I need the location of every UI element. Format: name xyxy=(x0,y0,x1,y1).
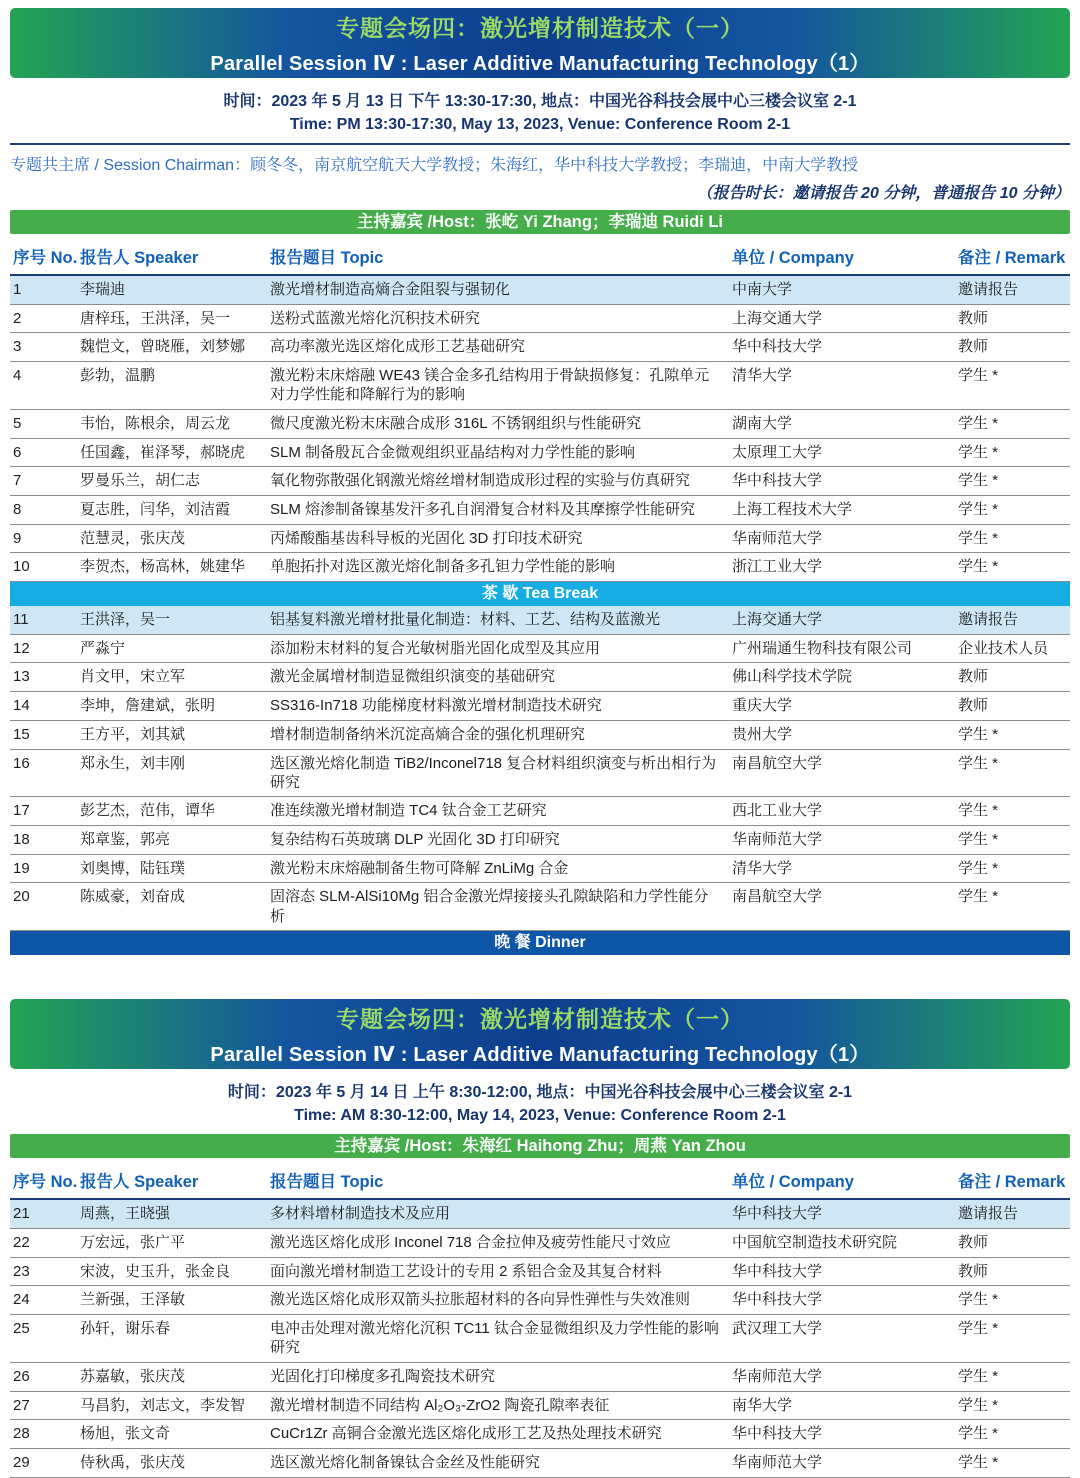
cell-speakers: 李瑞迪 xyxy=(80,281,126,298)
cell-no: 8 xyxy=(13,501,22,518)
cell-speakers: 任国鑫，崔泽琴，郝晓虎 xyxy=(80,443,246,461)
cell-remark: 学生 * xyxy=(958,558,999,576)
cell-topic: 微尺度激光粉末床融合成形 316L 不锈钢组织与性能研究 xyxy=(270,414,642,432)
cell-speakers: 肖文甲，宋立军 xyxy=(80,668,186,686)
table-header-row xyxy=(10,239,1070,276)
session-time-venue-zh: 时间：2023 年 5 月 13 日 下午 13:30-17:30, 地点：中国光谷科技会展中心三楼会议室 2-1 xyxy=(223,93,857,110)
column-header-no: 序号 No. xyxy=(13,249,78,267)
cell-company: 中国航空制造技术研究院 xyxy=(732,1234,898,1251)
cell-speakers: 刘奥博，陆钰璞 xyxy=(80,859,186,877)
cell-company: 浙江工业大学 xyxy=(732,558,823,576)
table-row xyxy=(10,883,1070,931)
cell-remark: 邀请报告 xyxy=(958,1205,1019,1223)
cell-topic: SLM 制备殷瓦合金微观组织亚晶结构对力学性能的影响 xyxy=(270,443,636,461)
cell-remark: 学生 * xyxy=(958,888,999,906)
cell-no: 5 xyxy=(13,414,22,432)
host-bar: 主持嘉宾 /Host：张屹 Yi Zhang；李瑞迪 Ruidi Li xyxy=(10,210,1070,234)
session-banner xyxy=(10,8,1070,78)
cell-remark: 学生 * xyxy=(958,1454,999,1471)
table-row xyxy=(10,1392,1070,1421)
cell-remark: 学生 * xyxy=(958,501,999,518)
table-row xyxy=(10,496,1070,525)
cell-company: 华中科技大学 xyxy=(732,1291,823,1309)
table-row xyxy=(10,721,1070,750)
table-row xyxy=(10,663,1070,692)
table-row xyxy=(10,553,1070,582)
cell-topic: 单胞拓扑对选区激光熔化制备多孔钽力学性能的影响 xyxy=(270,558,616,576)
cell-company: 南昌航空大学 xyxy=(732,888,823,906)
column-header-speakers: 报告人 Speaker xyxy=(80,1173,199,1192)
cell-remark: 学生 * xyxy=(958,1367,999,1385)
column-header-remark: 备注 / Remark xyxy=(958,1173,1066,1192)
cell-speakers: 严淼宁 xyxy=(80,639,126,657)
cell-remark: 教师 xyxy=(958,1262,989,1280)
table-row xyxy=(10,410,1070,439)
cell-company: 华南师范大学 xyxy=(732,1454,823,1471)
cell-company: 华中科技大学 xyxy=(732,1205,823,1223)
cell-speakers: 王方平，刘其斌 xyxy=(80,725,186,743)
cell-topic: 添加粉末材料的复合光敏树脂光固化成型及其应用 xyxy=(270,639,601,657)
cell-company: 华中科技大学 xyxy=(732,472,823,490)
cell-no: 13 xyxy=(13,668,30,686)
cell-company: 华中科技大学 xyxy=(732,1425,823,1443)
cell-topic: SLM 熔渗制备镍基发汗多孔自润滑复合材料及其摩擦学性能研究 xyxy=(270,501,696,518)
session-title-en: Parallel Session Ⅳ : Laser Additive Manufacturing Technology（1） xyxy=(210,1044,870,1067)
cell-company: 中南大学 xyxy=(732,281,793,298)
cell-no: 15 xyxy=(13,725,30,743)
cell-speakers: 李贺杰，杨高林，姚建华 xyxy=(80,558,246,576)
cell-no: 19 xyxy=(13,859,30,877)
cell-no: 6 xyxy=(13,443,22,461)
cell-topic: 多材料增材制造技术及应用 xyxy=(270,1205,451,1223)
table-row xyxy=(10,362,1070,410)
column-header-speakers: 报告人 Speaker xyxy=(80,249,199,267)
cell-company: 太原理工大学 xyxy=(732,443,823,461)
cell-company: 南昌航空大学 xyxy=(732,754,823,772)
table-row xyxy=(10,1286,1070,1315)
cell-company: 贵州大学 xyxy=(732,725,793,743)
cell-topic: 准连续激光增材制造 TC4 钛合金工艺研究 xyxy=(270,802,547,820)
cell-topic: 丙烯酸酯基齿科导板的光固化 3D 打印技术研究 xyxy=(270,529,583,547)
cell-speakers: 郑永生，刘丰刚 xyxy=(80,754,186,772)
cell-speakers: 兰新强，王泽敏 xyxy=(80,1291,186,1309)
session-block-day2 xyxy=(10,999,1070,1477)
cell-remark: 学生 * xyxy=(958,859,999,877)
cell-speakers: 周燕，王晓强 xyxy=(80,1205,171,1223)
cell-company: 湖南大学 xyxy=(732,414,793,432)
cell-remark: 教师 xyxy=(958,1234,989,1251)
cell-remark: 学生 * xyxy=(958,472,999,490)
cell-speakers: 彭勃，温鹏 xyxy=(80,367,156,385)
cell-no: 29 xyxy=(13,1454,30,1471)
cell-topic: 激光选区熔化成形双箭头拉胀超材料的各向异性弹性与失效准则 xyxy=(270,1291,691,1309)
cell-remark: 教师 xyxy=(958,338,989,356)
cell-speakers: 李坤，詹建斌，张明 xyxy=(80,697,216,715)
cell-speakers: 侍秋禹，张庆茂 xyxy=(80,1454,186,1471)
cell-topic: 增材制造制备纳米沉淀高熵合金的强化机理研究 xyxy=(270,725,586,743)
cell-speakers: 马昌豹，刘志文，李发智 xyxy=(80,1396,246,1414)
cell-no: 26 xyxy=(13,1367,30,1385)
cell-no: 23 xyxy=(13,1262,30,1280)
cell-remark: 教师 xyxy=(958,668,989,686)
cell-no: 21 xyxy=(13,1205,30,1223)
cell-company: 华中科技大学 xyxy=(732,338,823,356)
cell-no: 27 xyxy=(13,1396,30,1414)
cell-remark: 学生 * xyxy=(958,831,999,849)
cell-remark: 学生 * xyxy=(958,1396,999,1414)
cell-topic: 高功率激光选区熔化成形工艺基础研究 xyxy=(270,338,526,356)
session-title-en: Parallel Session Ⅳ : Laser Additive Manufacturing Technology（1） xyxy=(210,53,870,75)
session-chairman-line: 专题共主席 / Session Chairman：顾冬冬，南京航空航天大学教授；朱海红，华中科技大学教授；李瑞迪，中南大学教授 xyxy=(10,157,859,174)
session-time-venue-en: Time: AM 8:30-12:00, May 14, 2023, Venue: Conference Room 2-1 xyxy=(294,1107,786,1125)
cell-speakers: 郑章鉴，郭亮 xyxy=(80,831,171,849)
cell-no: 7 xyxy=(13,472,22,490)
cell-topic: CuCr1Zr 高铜合金激光选区熔化成形工艺及热处理技术研究 xyxy=(270,1425,662,1443)
cell-no: 1 xyxy=(13,281,22,298)
cell-speakers: 苏嘉敏，张庆茂 xyxy=(80,1367,186,1385)
table-row xyxy=(10,1200,1070,1229)
cell-no: 10 xyxy=(13,558,30,576)
cell-topic: 光固化打印梯度多孔陶瓷技术研究 xyxy=(270,1367,496,1385)
table-row xyxy=(10,797,1070,826)
table-row xyxy=(10,333,1070,362)
cell-remark: 邀请报告 xyxy=(958,281,1019,298)
cell-topic: 激光粉末床熔融 WE43 镁合金多孔结构用于骨缺损修复：孔隙单元对力学性能和降解行为的影响 xyxy=(270,367,710,404)
cell-company: 清华大学 xyxy=(732,367,793,385)
table-row xyxy=(10,1363,1070,1392)
cell-remark: 学生 * xyxy=(958,529,999,547)
cell-topic: 氧化物弥散强化钢激光熔丝增材制造成形过程的实验与仿真研究 xyxy=(270,472,691,490)
cell-topic: 面向激光增材制造工艺设计的专用 2 系铝合金及其复合材料 xyxy=(270,1262,662,1280)
cell-no: 17 xyxy=(13,802,30,820)
table-row xyxy=(10,750,1070,798)
cell-topic: 激光选区熔化成形 Inconel 718 合金拉伸及疲劳性能尺寸效应 xyxy=(270,1234,671,1251)
cell-company: 南华大学 xyxy=(732,1396,793,1414)
table-header-row xyxy=(10,1163,1070,1200)
host-bar: 主持嘉宾 /Host：朱海红 Haihong Zhu；周燕 Yan Zhou xyxy=(10,1134,1070,1158)
cell-speakers: 罗曼乐兰，胡仁志 xyxy=(80,472,201,490)
cell-remark: 学生 * xyxy=(958,802,999,820)
session-title-zh: 专题会场四：激光增材制造技术（一） xyxy=(336,1006,744,1033)
cell-topic: 送粉式蓝激光熔化沉积技术研究 xyxy=(270,309,481,327)
cell-company: 武汉理工大学 xyxy=(732,1320,823,1338)
cell-topic: 激光金属增材制造显微组织演变的基础研究 xyxy=(270,668,556,686)
cell-company: 上海交通大学 xyxy=(732,611,823,629)
cell-company: 广州瑞通生物科技有限公司 xyxy=(732,639,913,657)
cell-speakers: 魏恺文，曾晓雁，刘梦娜 xyxy=(80,338,246,356)
session-banner xyxy=(10,999,1070,1069)
cell-company: 华南师范大学 xyxy=(732,831,823,849)
cell-remark: 学生 * xyxy=(958,367,999,385)
table-row xyxy=(10,692,1070,721)
table-row xyxy=(10,1449,1070,1478)
cell-no: 9 xyxy=(13,529,22,547)
cell-no: 22 xyxy=(13,1234,30,1251)
column-header-company: 单位 / Company xyxy=(732,249,854,267)
cell-no: 12 xyxy=(13,639,30,657)
cell-topic: 复杂结构石英玻璃 DLP 光固化 3D 打印研究 xyxy=(270,831,560,849)
cell-remark: 学生 * xyxy=(958,1425,999,1443)
cell-speakers: 唐梓珏，王洪泽，吴一 xyxy=(80,309,231,327)
cell-topic: 铝基复料激光增材批量化制造：材料、工艺、结构及蓝激光 xyxy=(270,611,661,629)
column-header-company: 单位 / Company xyxy=(732,1173,854,1192)
table-row xyxy=(10,305,1070,334)
cell-no: 25 xyxy=(13,1320,30,1338)
table-row xyxy=(10,606,1070,635)
column-header-remark: 备注 / Remark xyxy=(958,249,1066,267)
cell-company: 华南师范大学 xyxy=(732,1367,823,1385)
cell-remark: 学生 * xyxy=(958,1291,999,1309)
session-title-zh: 专题会场四：激光增材制造技术（一） xyxy=(336,15,744,41)
cell-speakers: 范慧灵，张庆茂 xyxy=(80,529,186,547)
dinner-row: 晚 餐 Dinner xyxy=(10,931,1070,955)
cell-no: 18 xyxy=(13,831,30,849)
cell-no: 3 xyxy=(13,338,22,356)
cell-no: 24 xyxy=(13,1291,30,1309)
cell-remark: 教师 xyxy=(958,309,989,327)
table-row xyxy=(10,525,1070,554)
program-table-day1 xyxy=(10,239,1070,955)
column-header-topic: 报告题目 Topic xyxy=(270,249,384,267)
table-row xyxy=(10,276,1070,305)
cell-company: 清华大学 xyxy=(732,859,793,877)
table-row xyxy=(10,855,1070,884)
divider-line xyxy=(10,143,1070,145)
cell-remark: 学生 * xyxy=(958,1320,999,1338)
cell-topic: 电冲击处理对激光熔化沉积 TC11 钛合金显微组织及力学性能的影响研究 xyxy=(270,1320,719,1357)
cell-speakers: 彭艺杰，范伟，谭华 xyxy=(80,802,216,820)
cell-company: 上海工程技术大学 xyxy=(732,501,853,518)
cell-no: 14 xyxy=(13,697,30,715)
table-row xyxy=(10,826,1070,855)
cell-speakers: 宋波，史玉升，张金良 xyxy=(80,1262,231,1280)
tea-break-row: 茶 歇 Tea Break xyxy=(10,582,1070,606)
cell-topic: 选区激光熔化制造 TiB2/Inconel718 复合材料组织演变与析出相行为研究 xyxy=(270,754,717,791)
column-header-no: 序号 No. xyxy=(13,1173,78,1192)
table-row xyxy=(10,635,1070,664)
cell-remark: 学生 * xyxy=(958,754,999,772)
table-row xyxy=(10,1229,1070,1258)
cell-no: 2 xyxy=(13,309,22,327)
table-row xyxy=(10,1315,1070,1363)
cell-no: 11 xyxy=(13,611,29,629)
cell-speakers: 夏志胜，闫华，刘洁霞 xyxy=(80,501,231,518)
cell-no: 20 xyxy=(13,888,30,906)
cell-speakers: 韦怡，陈根余，周云龙 xyxy=(80,414,231,432)
cell-remark: 学生 * xyxy=(958,443,999,461)
cell-topic: 激光粉末床熔融制备生物可降解 ZnLiMg 合金 xyxy=(270,859,569,877)
cell-company: 上海交通大学 xyxy=(732,309,823,327)
table-row xyxy=(10,439,1070,468)
table-row xyxy=(10,1258,1070,1287)
cell-remark: 学生 * xyxy=(958,414,999,432)
cell-topic: 选区激光熔化制备镍钛合金丝及性能研究 xyxy=(270,1454,541,1471)
program-table-day2 xyxy=(10,1163,1070,1477)
cell-company: 华南师范大学 xyxy=(732,529,823,547)
cell-remark: 学生 * xyxy=(958,725,999,743)
cell-no: 28 xyxy=(13,1425,30,1443)
session-time-venue-en: Time: PM 13:30-17:30, May 13, 2023, Venue: Conference Room 2-1 xyxy=(289,116,791,133)
cell-speakers: 王洪泽，吴一 xyxy=(80,611,171,629)
cell-speakers: 杨旭，张文奇 xyxy=(80,1425,171,1443)
cell-company: 华中科技大学 xyxy=(732,1262,823,1280)
cell-no: 4 xyxy=(13,367,22,385)
cell-topic: 激光增材制造不同结构 Al₂O₃-ZrO2 陶瓷孔隙率表征 xyxy=(270,1396,610,1414)
cell-remark: 邀请报告 xyxy=(958,611,1019,629)
session-time-venue-zh: 时间：2023 年 5 月 14 日 上午 8:30-12:00, 地点：中国光谷科技会展中心三楼会议室 2-1 xyxy=(227,1084,853,1102)
cell-topic: 激光增材制造高熵合金阻裂与强韧化 xyxy=(270,281,511,298)
cell-company: 西北工业大学 xyxy=(732,802,823,820)
cell-remark: 企业技术人员 xyxy=(958,639,1049,657)
cell-topic: 固溶态 SLM-AlSi10Mg 铝合金激光焊接接头孔隙缺陷和力学性能分析 xyxy=(270,888,709,925)
column-header-topic: 报告题目 Topic xyxy=(270,1173,384,1192)
cell-remark: 教师 xyxy=(958,697,989,715)
session-block-day1 xyxy=(10,8,1070,955)
cell-speakers: 陈威豪，刘奋成 xyxy=(80,888,186,906)
cell-company: 重庆大学 xyxy=(732,697,793,715)
cell-speakers: 孙轩，谢乐春 xyxy=(80,1320,171,1338)
cell-speakers: 万宏远，张广平 xyxy=(80,1234,186,1251)
talk-duration-note: （报告时长：邀请报告 20 分钟，普通报告 10 分钟） xyxy=(696,185,1070,202)
cell-company: 佛山科学技术学院 xyxy=(732,668,853,686)
cell-topic: SS316-In718 功能梯度材料激光增材制造技术研究 xyxy=(270,697,602,715)
table-row xyxy=(10,1420,1070,1449)
table-row xyxy=(10,467,1070,496)
cell-no: 16 xyxy=(13,754,30,772)
